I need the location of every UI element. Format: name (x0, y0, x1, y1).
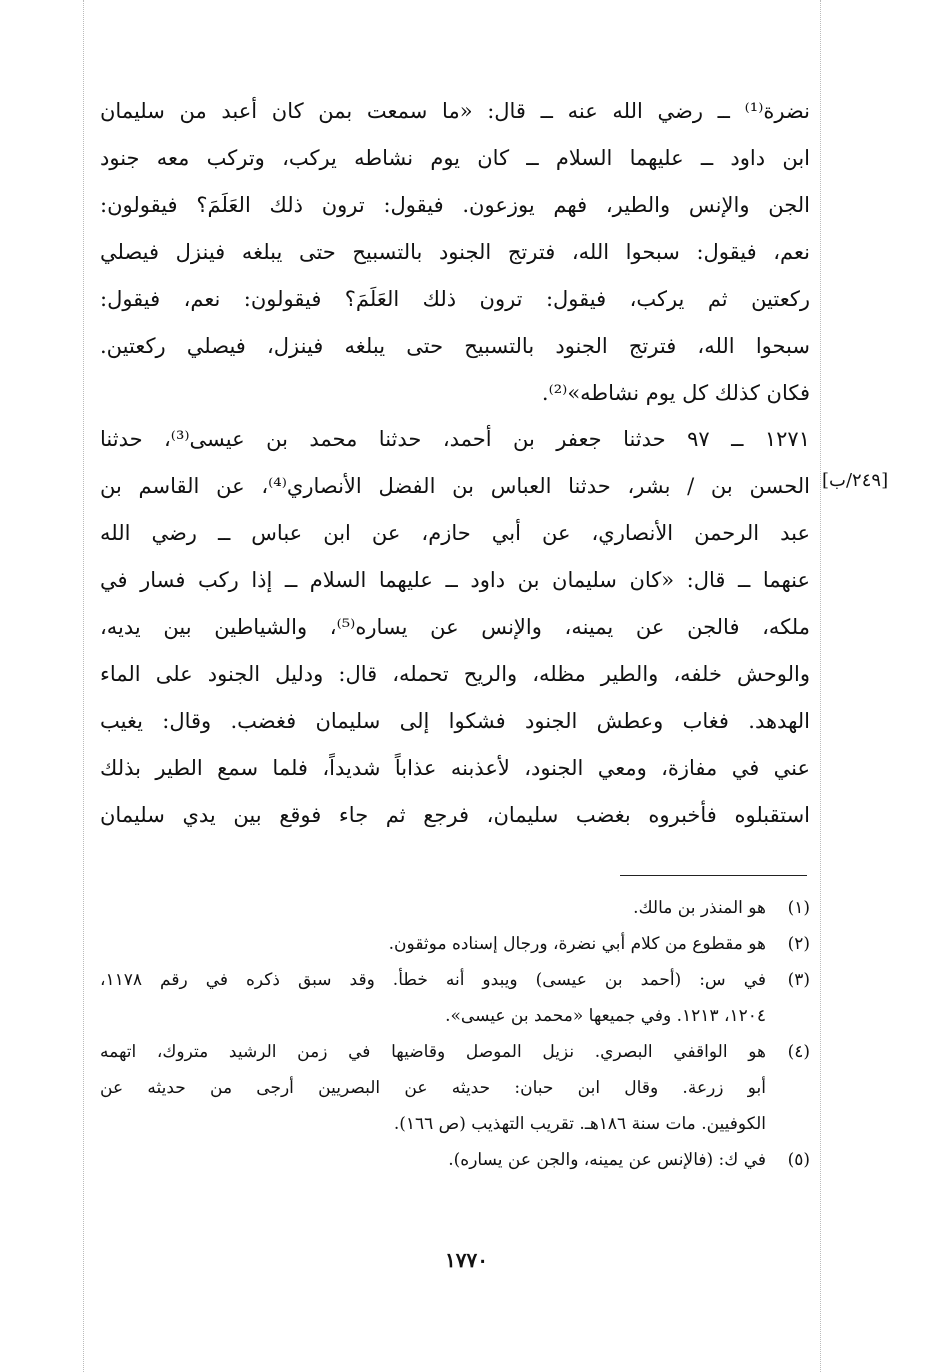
text-line: الهدهد. فغاب وعطش الجنود فشكوا إلى سليمان فغضب. وقال: يغيب (100, 709, 810, 733)
text-line: والوحش خلفه، والطير مظله، والريح تحمله، قال: ودليل الجنود على الماء (100, 662, 810, 686)
footnote-number: (٥) (787, 1150, 810, 1170)
footnote-number: (٢) (787, 934, 810, 954)
text-line: ١٢٧١ ــ ٩٧ حدثنا جعفر بن أحمد، حدثنا محمد بن عيسى⁽³⁾، حدثنا (100, 427, 810, 451)
footnote-line: أبو زرعة. وقال ابن حبان: حديثه عن البصريين أرجى من حديثه عن (100, 1078, 766, 1098)
scan-guide-line (820, 0, 821, 1372)
footnote-line: هو مقطوع من كلام أبي نضرة، ورجال إسناده موثقون. (388, 934, 766, 954)
page-number: ١٧٧٠ (445, 1248, 488, 1272)
footnote-separator (620, 875, 807, 876)
footnote-line: هو المنذر بن مالك. (633, 898, 766, 918)
text-line: عني في مفازة، ومعي الجنود، لأعذبنه عذاباً شديداً، فلما سمع الطير بذلك (100, 756, 810, 780)
footnote-line: هو الواقفي البصري. نزيل الموصل وقاضيها في زمن الرشيد متروك، اتهمه (100, 1042, 766, 1062)
manuscript-folio-note: [٢٤٩/ب] (822, 470, 889, 491)
footnote-2 (100, 926, 810, 962)
footnote-line: في س: (أحمد بن عيسى) ويبدو أنه خطأ. وقد سبق ذكره في رقم ١١٧٨، (100, 970, 766, 990)
footnote-number: (٤) (787, 1042, 810, 1062)
footnote-4 (100, 1034, 810, 1142)
paragraph-2 (100, 416, 810, 839)
scan-guide-line (83, 0, 84, 1372)
footnote-line: في ك: (فالإنس عن يمينه، والجن عن يساره). (448, 1150, 766, 1170)
text-line: ملكه، فالجن عن يمينه، والإنس عن يساره⁽⁵⁾، والشياطين بين يديه، (100, 615, 810, 639)
text-line: سبحوا الله، فترتج الجنود بالتسبيح حتى يبلغه فينزل، فيصلي ركعتين. (100, 334, 810, 358)
text-line: عبد الرحمن الأنصاري، عن أبي حازم، عن ابن عباس ــ رضي الله (100, 521, 810, 545)
footnote-3 (100, 962, 810, 1034)
text-line: الجن والإنس والطير، فهم يوزعون. فيقول: ترون ذلك العَلَمَ؟ فيقولون: (100, 193, 810, 217)
footnote-5 (100, 1142, 810, 1178)
text-line: الحسن بن / بشر، حدثنا العباس بن الفضل الأنصاري⁽⁴⁾، عن القاسم بن (100, 474, 810, 498)
text-line: استقبلوه فأخبروه بغضب سليمان، فرجع ثم جاء فوقع بين يدي سليمان (100, 803, 810, 827)
footnote-number: (١) (787, 898, 810, 918)
footnote-1 (100, 890, 810, 926)
text-line: عنهما ــ قال: «كان سليمان بن داود ــ عليهما السلام ــ إذا ركب فسار في (100, 568, 810, 592)
text-line: ركعتين ثم يركب، فيقول: ترون ذلك العَلَمَ؟ فيقولون: نعم، فيقول: (100, 287, 810, 311)
text-line: ابن داود ــ عليهما السلام ــ كان يوم نشاطه يركب، وتركب معه جنود (100, 146, 810, 170)
footnote-line: الكوفيين. مات سنة ١٨٦هـ. تقريب التهذيب (ص ١٦٦). (393, 1114, 766, 1134)
text-line: فكان كذلك كل يوم نشاطه»⁽²⁾. (541, 381, 810, 405)
text-line: نعم، فيقول: سبحوا الله، فترتج الجنود بالتسبيح حتى يبلغه فينزل فيصلي (100, 240, 810, 264)
paragraph-1 (100, 88, 810, 417)
footnotes (100, 890, 810, 1178)
footnote-number: (٣) (787, 970, 810, 990)
footnote-line: ١٢٠٤، ١٢١٣. وفي جميعها «محمد بن عيسى». (445, 1006, 766, 1026)
text-line: نضرة⁽¹⁾ ــ رضي الله عنه ــ قال: «ما سمعت بمن كان أعبد من سليمان (100, 99, 810, 123)
